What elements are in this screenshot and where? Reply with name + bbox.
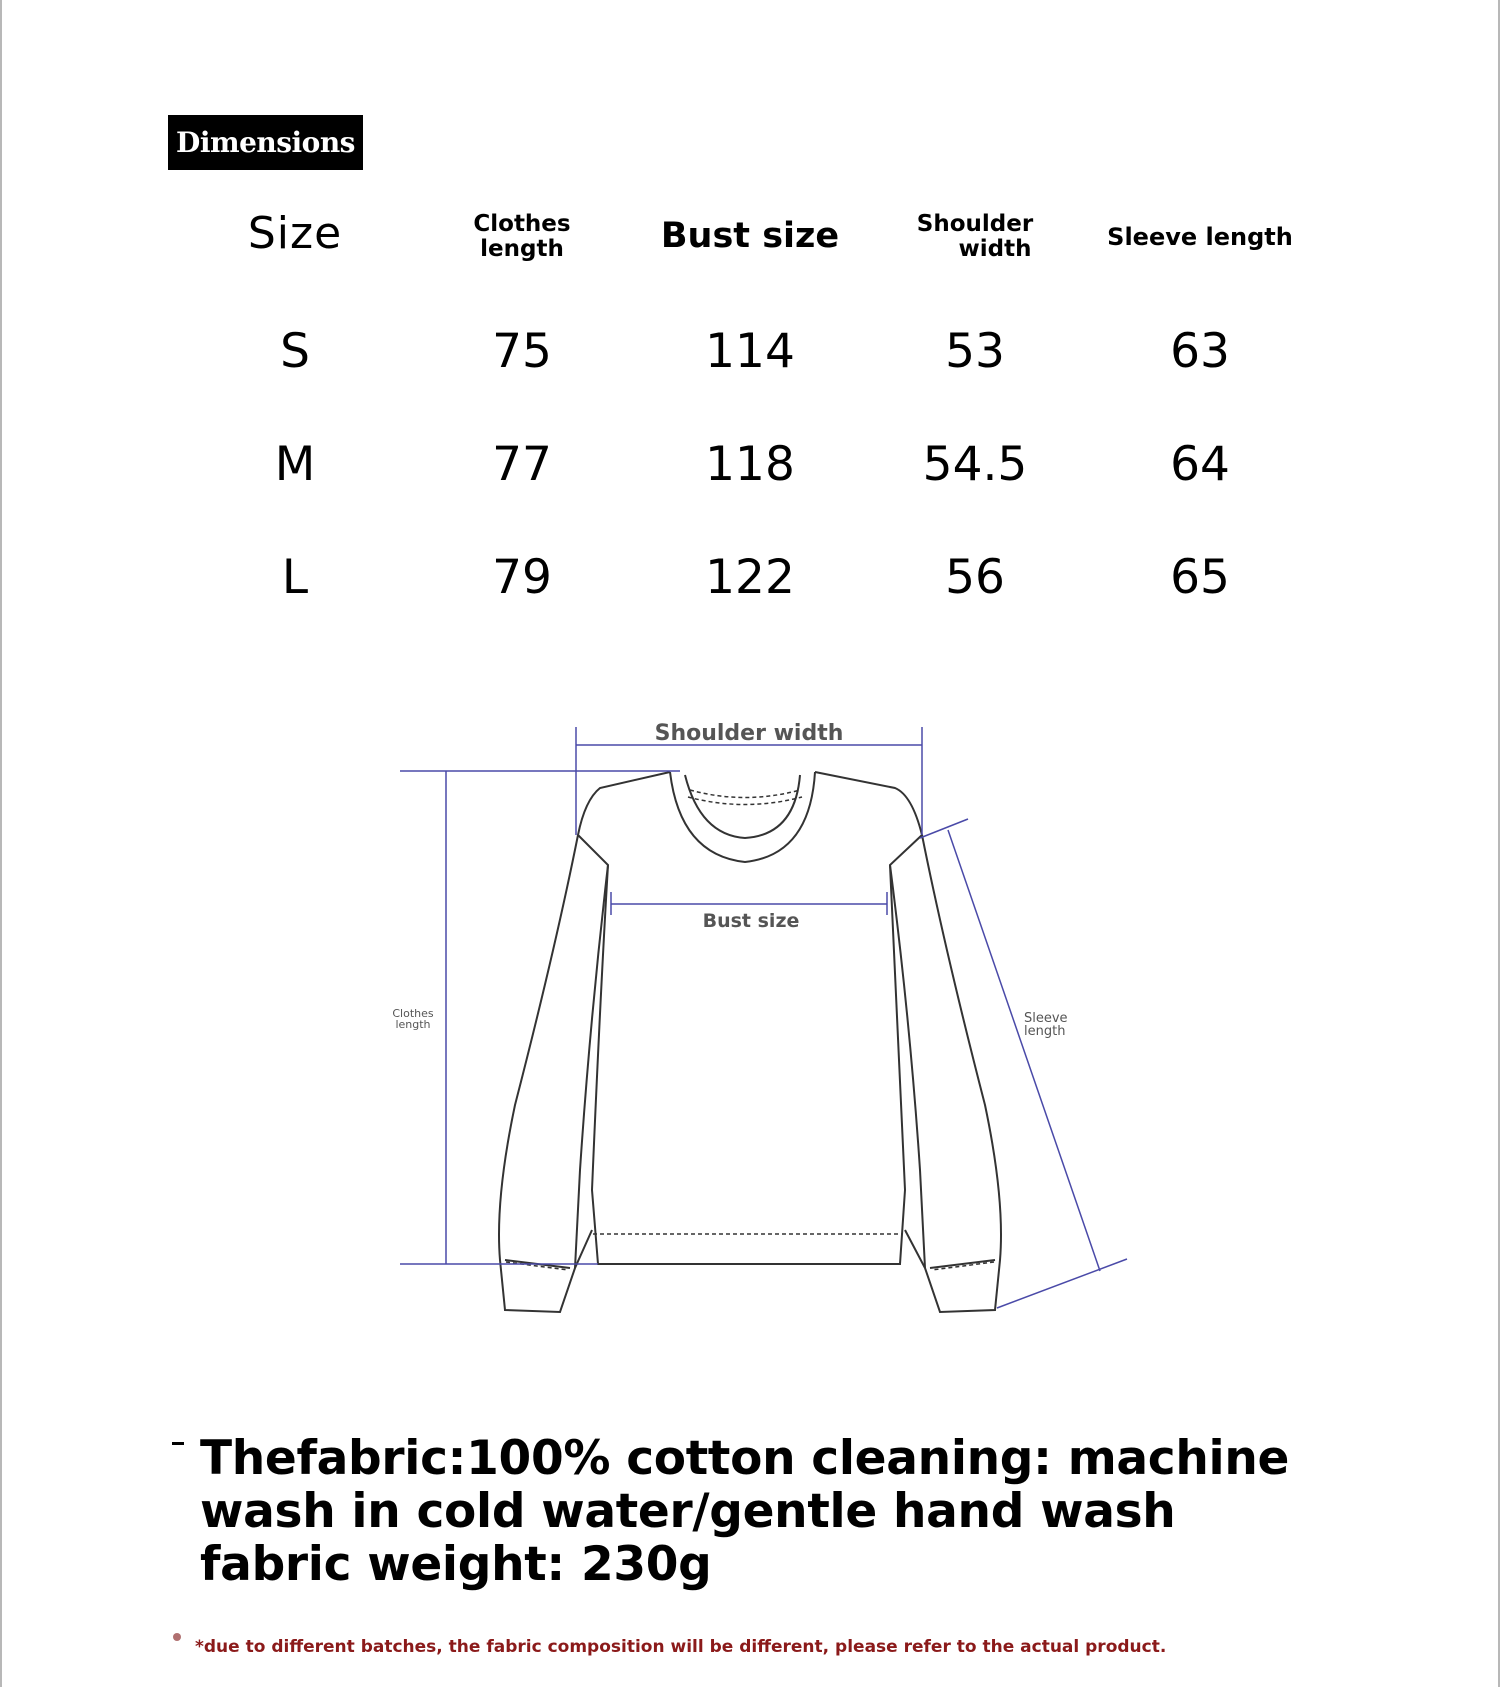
table-row [0,548,1500,608]
sleeve-cell: 64 [1170,437,1230,492]
clothes-length-label-line1: Clothes [392,1007,434,1020]
note-dot-icon [173,1633,181,1641]
shoulder-cell: 54.5 [922,437,1028,492]
sleeve-length-label-line1: Sleeve [1024,1011,1068,1026]
sleeve-length-label-line2: length [1024,1024,1066,1039]
column-header-shoulder-width [865,212,1085,262]
clothes-length-label-line2: length [395,1018,431,1031]
clothes-length-cell: 77 [492,437,552,492]
dimensions-badge: Dimensions [168,115,363,170]
disclaimer-note: *due to different batches, the fabric composition will be different, please refer to the actual product. [195,1637,1167,1657]
column-header-sleeve-length: Sleeve length [1107,223,1293,251]
size-cell: S [280,324,310,379]
sweatshirt-diagram [0,700,1500,1340]
bust-cell: 118 [705,437,795,492]
bust-cell: 122 [705,550,795,605]
column-header-bust-size: Bust size [660,216,840,256]
column-header-clothes-line2: length [480,236,564,262]
bust-size-label: Bust size [702,910,800,932]
clothes-length-cell: 75 [492,324,552,379]
size-cell: L [281,550,309,605]
column-header-shoulder-line2: width [958,236,1032,262]
fabric-description: Thefabric:100% cotton cleaning: machine wash in cold water/gentle hand wash fabric weight: 230g [200,1431,1290,1592]
size-cell: M [274,437,316,492]
column-header-shoulder-line1: Shoulder [916,211,1034,237]
table-row [0,435,1500,495]
shoulder-cell: 56 [945,550,1005,605]
table-row [0,322,1500,382]
shoulder-width-label: Shoulder width [654,721,844,746]
sleeve-cell: 63 [1170,324,1230,379]
measure-lines [400,727,1127,1308]
shoulder-cell: 53 [945,324,1005,379]
column-header-clothes-length [412,212,632,262]
sleeve-cell: 65 [1170,550,1230,605]
sweatshirt-outline [499,772,1001,1312]
bullet-dash [172,1442,184,1445]
column-header-size: Size [247,208,343,259]
clothes-length-cell: 79 [492,550,552,605]
bust-cell: 114 [705,324,795,379]
column-header-clothes-line1: Clothes [473,211,571,237]
